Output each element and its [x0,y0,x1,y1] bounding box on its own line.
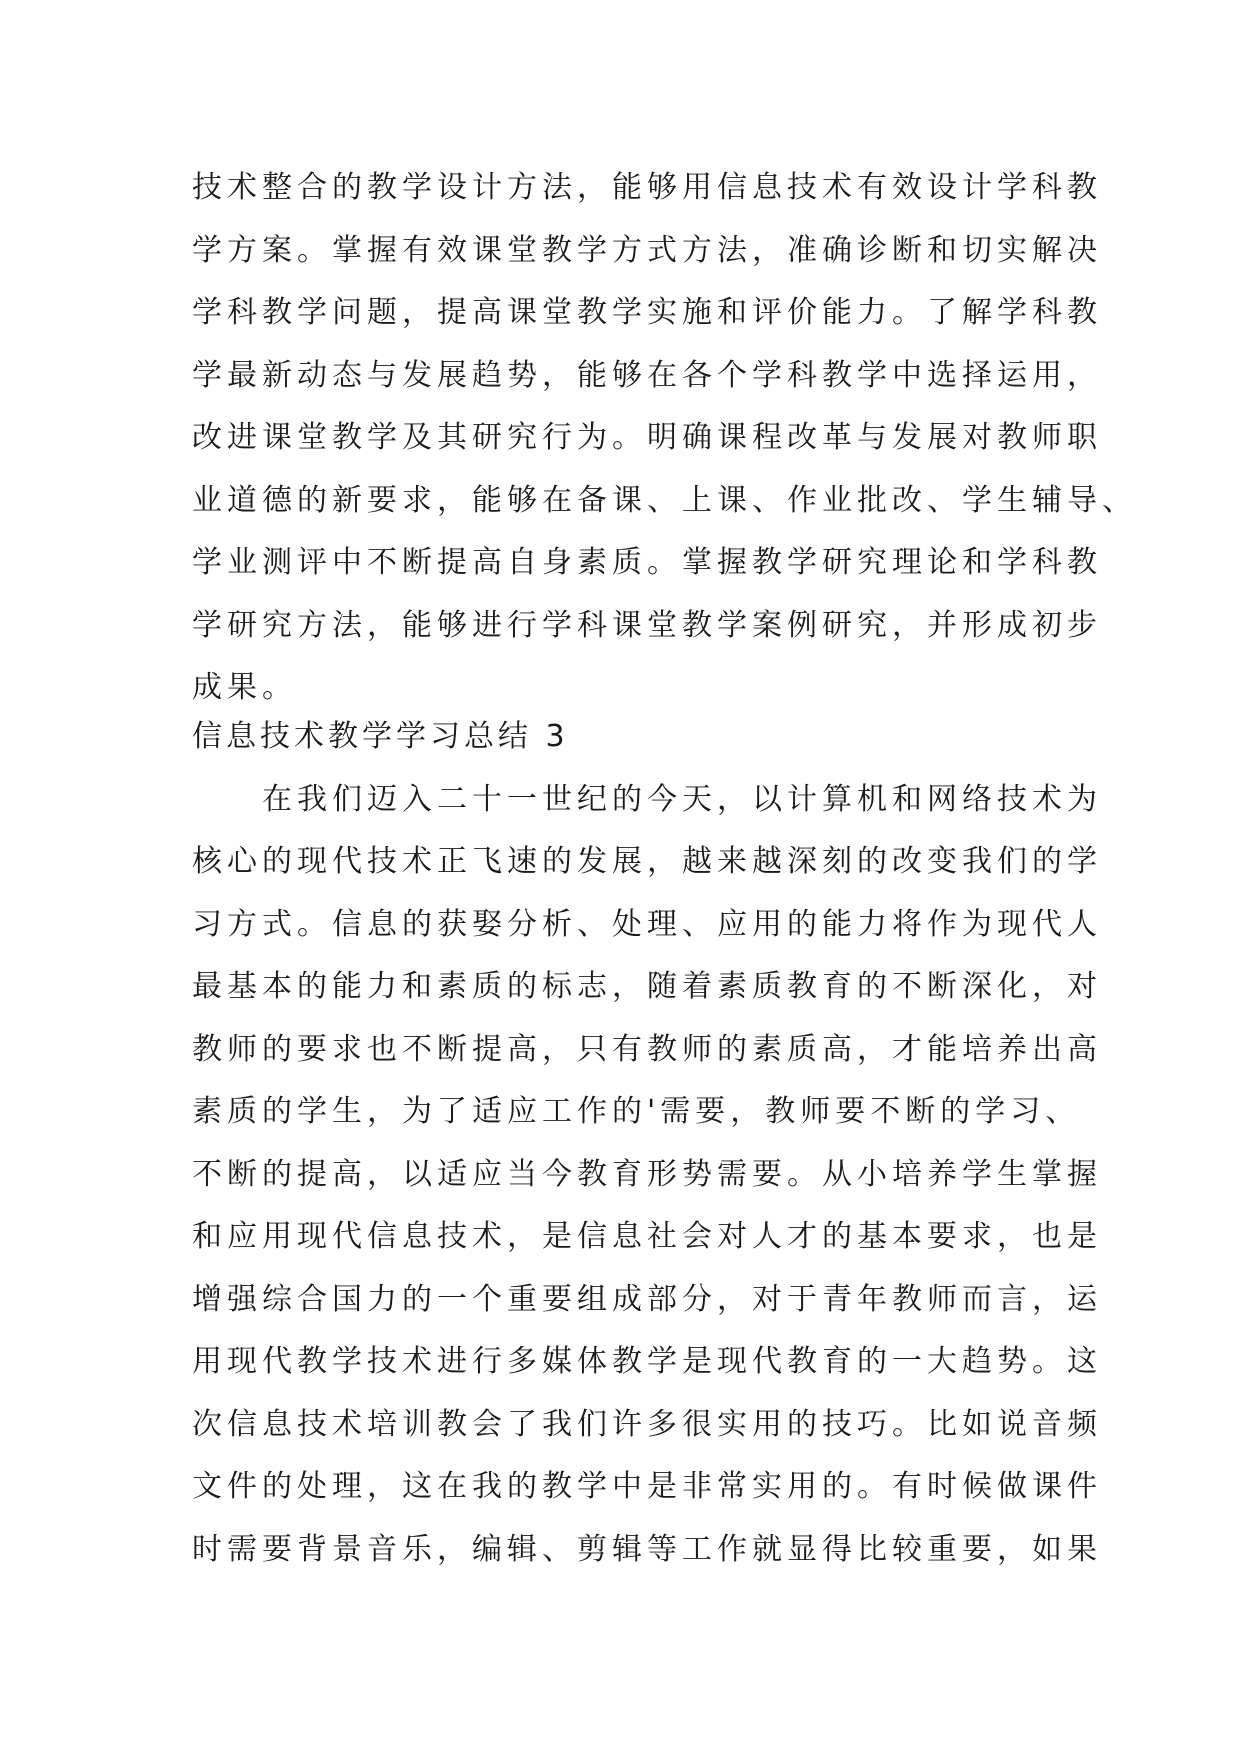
text-line: 增强综合国力的一个重要组成部分，对于青年教师而言，运 [192,1281,1102,1317]
text-line: 在我们迈入二十一世纪的今天，以计算机和网络技术为 [192,781,1102,817]
section-heading: 信息技术教学学习总结 3 [192,719,569,754]
text-line: 时需要背景音乐，编辑、剪辑等工作就显得比较重要，如果 [192,1531,1102,1567]
text-line: 改进课堂教学及其研究行为。明确课程改革与发展对教师职 [192,420,1102,455]
text-line: 技术整合的教学设计方法，能够用信息技术有效设计学科教 [192,170,1102,205]
text-line: 用现代教学技术进行多媒体教学是现代教育的一大趋势。这 [192,1344,1102,1379]
text-line: 习方式。信息的获娶分析、处理、应用的能力将作为现代人 [192,906,1102,942]
text-line: 次信息技术培训教会了我们许多很实用的技巧。比如说音频 [192,1406,1102,1442]
text-line: 学业测评中不断提高自身素质。掌握教学研究理论和学科教 [192,545,1102,580]
section-3 [192,706,1102,1581]
text-line: 学科教学问题，提高课堂教学实施和评价能力。了解学科教 [192,295,1102,330]
text-line: 素质的学生，为了适应工作的'需要，教师要不断的学习、 [192,1094,1081,1129]
text-line: 业道德的新要求，能够在备课、上课、作业批改、学生辅导、 [192,482,1137,518]
text-line: 学方案。掌握有效课堂教学方式方法，准确诊断和切实解决 [192,232,1102,268]
text-line: 不断的提高，以适应当今教育形势需要。从小培养学生掌握 [192,1156,1102,1192]
paragraph-1 [192,157,1137,720]
text-line: 成果。 [192,670,297,705]
text-line: 核心的现代技术正飞速的发展，越来越深刻的改变我们的学 [192,844,1102,879]
text-line: 学研究方法，能够进行学科课堂教学案例研究，并形成初步 [192,607,1102,643]
text-line: 教师的要求也不断提高，只有教师的素质高，才能培养出高 [192,1031,1102,1067]
text-line: 和应用现代信息技术，是信息社会对人才的基本要求，也是 [192,1219,1102,1254]
text-line: 学最新动态与发展趋势，能够在各个学科教学中选择运用， [192,357,1102,393]
text-line: 最基本的能力和素质的标志，随着素质教育的不断深化，对 [192,969,1102,1004]
text-line: 文件的处理，这在我的教学中是非常实用的。有时候做课件 [192,1469,1102,1504]
